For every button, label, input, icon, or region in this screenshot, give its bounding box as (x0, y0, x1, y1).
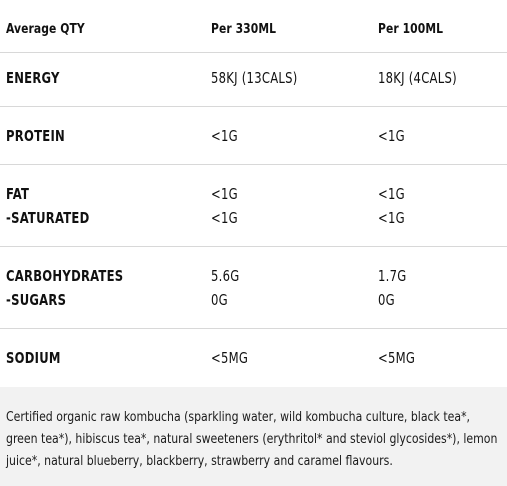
row-value-per-100ml: 0G (378, 291, 395, 309)
divider (0, 106, 507, 107)
divider (0, 246, 507, 247)
row-value-per-100ml: 18KJ (4CALS) (378, 69, 457, 87)
row-value-per-100ml: <1G (378, 185, 405, 203)
row-label: FAT (6, 185, 30, 203)
row-label: PROTEIN (6, 127, 65, 145)
row-value-per-100ml: <1G (378, 127, 405, 145)
table-row-protein (0, 124, 507, 148)
table-row-energy (0, 66, 507, 90)
row-value-per-330ml: <1G (211, 209, 238, 227)
ingredients-text: Certified organic raw kombucha (sparkling water, wild kombucha culture, black tea*, green tea*), hibiscus tea*, natural sweeteners (erythritol* and steviol glycosides*), lemon juice*, natural blueberry, blackberry, strawberry and caramel flavours. (6, 410, 498, 469)
row-value-per-330ml: 58KJ (13CALS) (211, 69, 298, 87)
row-label: ENERGY (6, 69, 60, 87)
row-value-per-330ml: <1G (211, 127, 238, 145)
table-row-sugars (0, 288, 507, 312)
divider (0, 328, 507, 329)
row-value-per-330ml: <5MG (211, 349, 249, 367)
header-per-100ml: Per 100ML (378, 22, 444, 37)
row-value-per-100ml: 1.7G (378, 267, 407, 285)
row-label: -SATURATED (6, 209, 90, 227)
table-row-sodium (0, 346, 507, 370)
row-label: SODIUM (6, 349, 61, 367)
header-per-330ml: Per 330ML (211, 22, 277, 37)
table-header (0, 18, 507, 42)
table-row-carbohydrates (0, 264, 507, 288)
divider (0, 52, 507, 53)
table-row-fat (0, 182, 507, 206)
row-label: -SUGARS (6, 291, 67, 309)
table-row-saturated (0, 206, 507, 230)
divider (0, 164, 507, 165)
row-label: CARBOHYDRATES (6, 267, 124, 285)
row-value-per-100ml: <1G (378, 209, 405, 227)
row-value-per-330ml: 5.6G (211, 267, 240, 285)
ingredients-panel (0, 387, 507, 486)
row-value-per-100ml: <5MG (378, 349, 416, 367)
row-value-per-330ml: 0G (211, 291, 228, 309)
header-average-qty: Average QTY (6, 22, 85, 37)
row-value-per-330ml: <1G (211, 185, 238, 203)
